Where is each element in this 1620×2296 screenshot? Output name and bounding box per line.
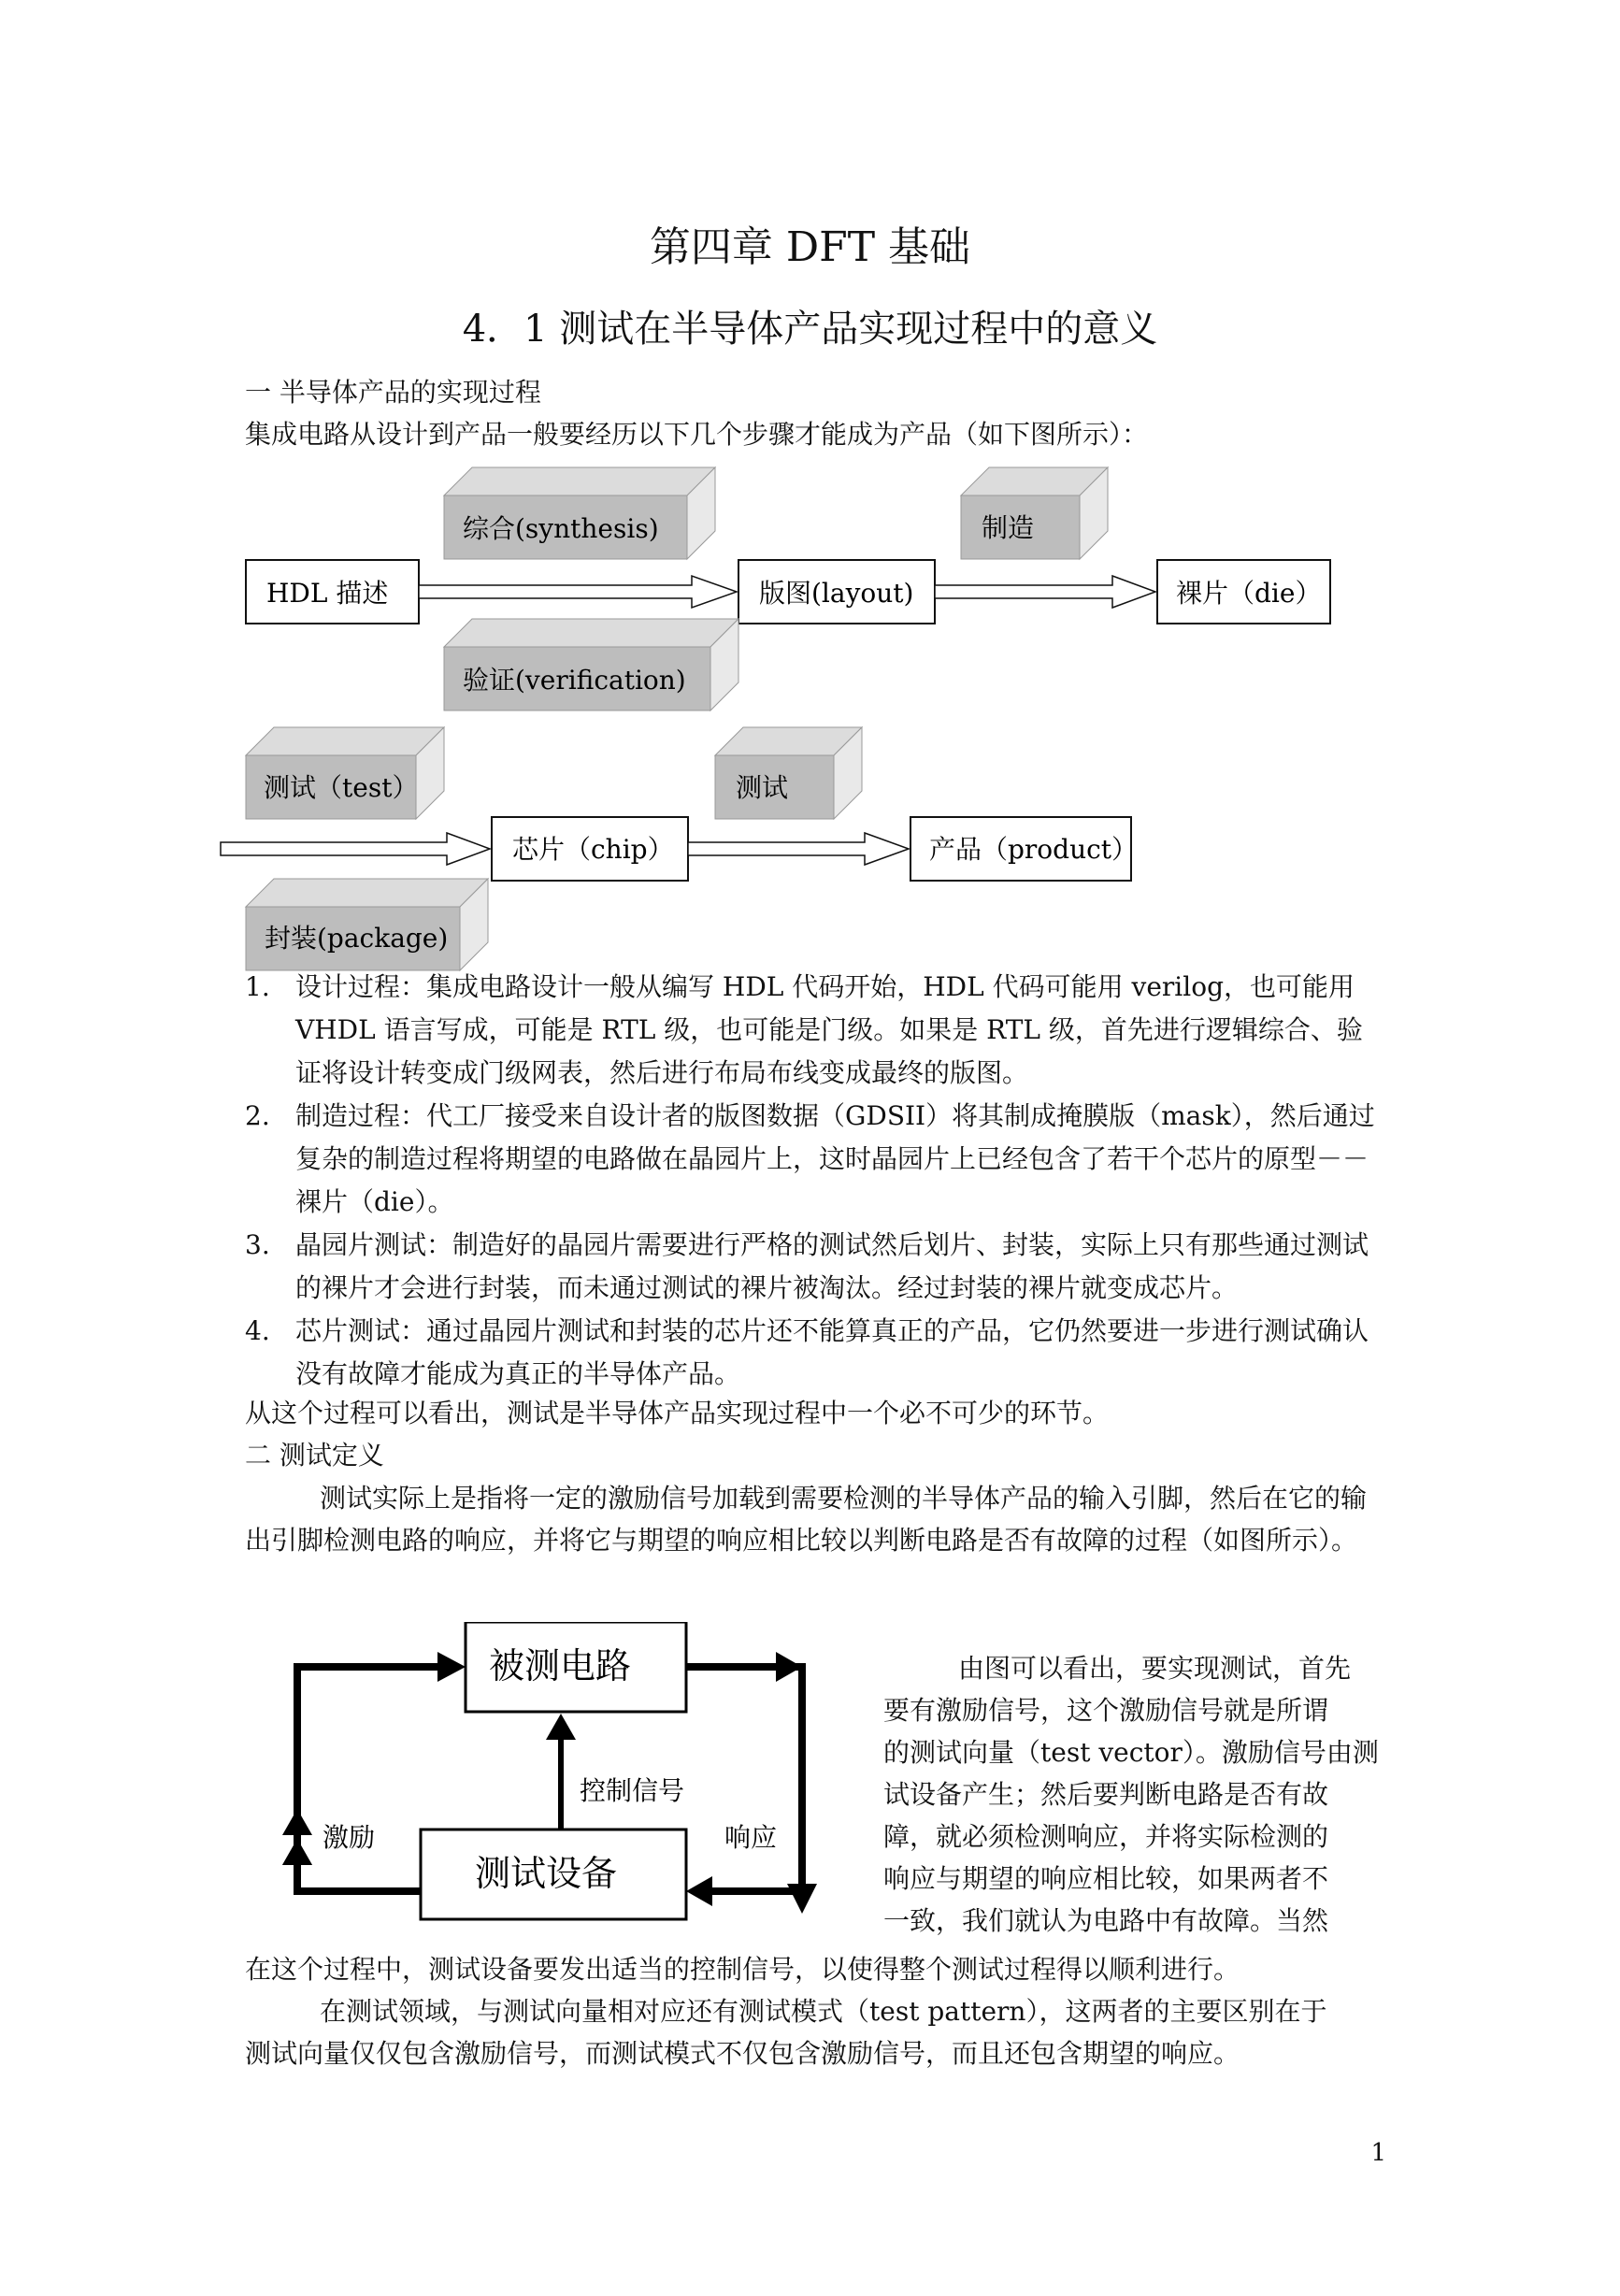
list-item [245, 1224, 1385, 1310]
side-line: 障，就必须检测响应，并将实际检测的 [883, 1821, 1329, 1852]
stimulus-label: 激励 [323, 1822, 376, 1853]
side-line: 要有激励信号，这个激励信号就是所谓 [883, 1695, 1329, 1726]
fab-box [961, 467, 1108, 559]
test-box [246, 727, 444, 819]
test-loop-diagram [271, 1622, 851, 1930]
step-text: 制造过程：代工厂接受来自设计者的版图数据（GDSII）将其制成掩膜版（mask），然后通过复杂的制造过程将期望的电路做在晶园片上，这时晶园片上已经包含了若干个芯片的原型－－裸片（die）。 [295, 1100, 1375, 1217]
product-label: 产品（product） [929, 834, 1139, 865]
verification-box [444, 619, 738, 710]
stimulus-arrowhead-right [437, 1652, 466, 1682]
ate-label: 测试设备 [475, 1853, 618, 1894]
list-item [245, 1310, 1385, 1396]
part1-intro: 集成电路从设计到产品一般要经历以下几个步骤才能成为产品（如下图所示）： [245, 419, 1149, 450]
step-number: 4. [245, 1315, 270, 1346]
response-label: 响应 [724, 1822, 778, 1853]
steps-list [245, 966, 1385, 1396]
final-paragraph-line-2: 测试向量仅仅包含激励信号，而测试模式不仅包含激励信号，而且还包含期望的响应。 [245, 2038, 1240, 2069]
arrow-layout-to-die [935, 576, 1155, 608]
list-item [245, 1095, 1385, 1224]
side-line: 响应与期望的响应相比较，如果两者不 [883, 1863, 1329, 1894]
test2-box [715, 727, 862, 819]
part1-heading: 一 半导体产品的实现过程 [245, 377, 541, 408]
step-number: 1. [245, 971, 270, 1002]
verification-label: 验证(verification) [463, 665, 686, 696]
step-text: 芯片测试：通过晶园片测试和封装的芯片还不能算真正的产品，它仍然要进一步进行测试确认没有故障才能成为真正的半导体产品。 [295, 1315, 1369, 1389]
package-box [246, 879, 488, 970]
side-text [883, 1647, 1388, 1942]
final-paragraph-line-1: 在测试领域，与测试向量相对应还有测试模式（test pattern），这两者的主要区别在于 [320, 1996, 1327, 2027]
test2-label: 测试 [736, 772, 789, 803]
after-diagram-text: 在这个过程中，测试设备要发出适当的控制信号，以使得整个测试过程得以顺利进行。 [245, 1954, 1240, 1985]
fab-label: 制造 [982, 512, 1035, 543]
layout-label: 版图(layout) [759, 578, 914, 609]
package-label: 封装(package) [265, 923, 449, 954]
conclusion: 从这个过程可以看出，测试是半导体产品实现过程中一个必不可少的环节。 [245, 1398, 1110, 1428]
step-number: 3. [245, 1229, 270, 1260]
chapter-title: 第四章 DFT 基础 [649, 223, 971, 271]
control-label: 控制信号 [580, 1775, 685, 1806]
arrow-hdl-to-layout [419, 576, 737, 608]
part2-heading: 二 测试定义 [245, 1440, 384, 1471]
side-line: 试设备产生；然后要判断电路是否有故 [883, 1779, 1329, 1810]
response-arrowhead-down [787, 1884, 817, 1914]
step-text: 设计过程：集成电路设计一般从编写 HDL 代码开始，HDL 代码可能用 verilog，也可能用 VHDL 语言写成，可能是 RTL 级，也可能是门级。如果是 RTL 级，首先进行逻辑综合、验证将设计转变成门级网表，然后进行布局布线变成最终的版图。 [295, 971, 1363, 1088]
step-text: 晶园片测试：制造好的晶园片需要进行严格的测试然后划片、封装，实际上只有那些通过测试的裸片才会进行封装，而未通过测试的裸片被淘汰。经过封装的裸片就变成芯片。 [295, 1229, 1369, 1303]
side-line: 的测试向量（test vector）。激励信号由测 [883, 1737, 1379, 1768]
section-title: 4．1 测试在半导体产品实现过程中的意义 [462, 308, 1158, 351]
stimulus-arrowhead-mid [282, 1809, 312, 1835]
hdl-label: HDL 描述 [266, 578, 389, 609]
part2-paragraph: 测试实际上是指将一定的激励信号加载到需要检测的半导体产品的输入引脚，然后在它的输出引脚检测电路的响应，并将它与期望的响应相比较以判断电路是否有故障的过程（如图所示）。 [245, 1483, 1368, 1556]
arrow-in-to-chip [221, 833, 490, 865]
list-item [245, 966, 1385, 1095]
response-path [686, 1667, 802, 1891]
die-label: 裸片（die） [1176, 578, 1322, 609]
side-line: 由图可以看出，要实现测试，首先 [958, 1653, 1352, 1684]
page-number: 1 [1370, 2139, 1386, 2167]
synthesis-box [444, 467, 715, 559]
synthesis-label: 综合(synthesis) [463, 513, 659, 544]
chip-label: 芯片（chip） [512, 834, 674, 865]
control-arrowhead [546, 1714, 576, 1740]
response-arrowhead-left [686, 1876, 712, 1906]
side-line: 一致，我们就认为电路中有故障。当然 [883, 1905, 1329, 1936]
realization-flow-diagram [0, 0, 1620, 982]
step-number: 2. [245, 1100, 270, 1131]
arrow-chip-to-product [688, 833, 909, 865]
dut-label: 被测电路 [489, 1645, 632, 1686]
response-arrowhead-right [776, 1652, 802, 1682]
test-label: 测试（test） [264, 772, 419, 803]
